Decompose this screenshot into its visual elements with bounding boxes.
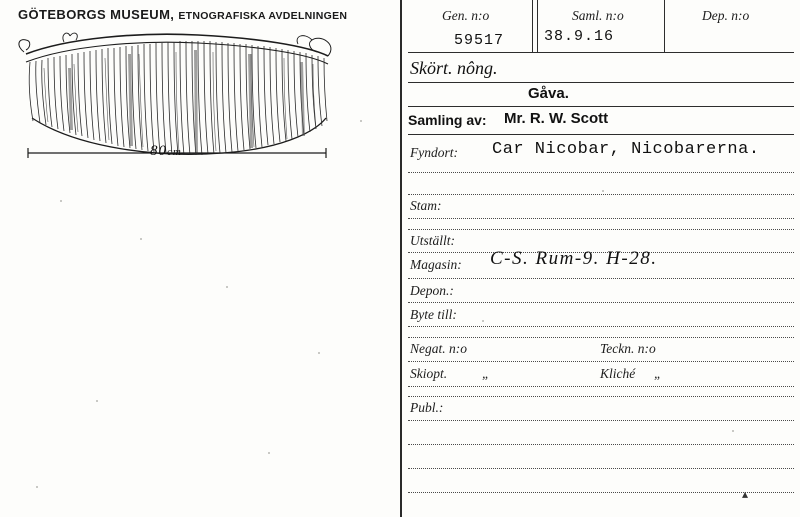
field-rule [408,492,794,493]
field-label-skiopt: Skiopt. [410,366,448,381]
field-value-samling-av: Mr. R. W. Scott [504,110,609,127]
field-value-fyndort: Car Nicobar, Nicobarerna. [492,140,760,159]
scan-speck [318,352,320,354]
field-label-magasin: Magasin: [410,257,462,272]
field-label-samling-av: Samling av: [408,112,487,128]
field-rule [408,326,794,327]
scan-speck [732,430,734,432]
acquisition-type: Gåva. [528,85,569,102]
scan-speck [482,320,484,322]
scan-speck [602,190,604,192]
header-divider [532,0,533,52]
field-label-stam: Stam: [410,198,442,213]
field-label-fyndort: Fyndort: [410,145,458,160]
field-rule [408,337,794,338]
field-rule [408,229,794,230]
field-label-kliche: Kliché [600,366,636,381]
header-divider [537,0,538,52]
field-value-gen-no: 59517 [454,32,505,49]
field-value-magasin: C-S. Rum-9. H-28. [490,248,658,269]
field-rule [408,468,794,469]
scale-unit: cm [167,146,182,158]
field-label-publ: Publ.: [410,400,444,415]
catalogue-fields-panel [402,0,800,517]
field-rule [408,278,794,279]
corner-pencil-mark: ▴ [742,487,749,501]
field-label-negat-no: Negat. n:o [410,341,467,356]
field-rule [408,396,794,397]
scan-speck [60,200,62,202]
field-label-dep-no: Dep. n:o [702,8,750,23]
field-rule [408,172,794,173]
field-rule [408,444,794,445]
field-rule [408,134,794,135]
scan-speck [360,120,362,122]
field-rule [408,106,794,107]
field-ditto-skiopt: „ [482,366,490,381]
scan-speck [36,486,38,488]
museum-name: GÖTEBORGS MUSEUM, [18,7,175,22]
scan-speck [226,286,228,288]
scan-speck [268,452,270,454]
museum-department: ETNOGRAFISKA AVDELNINGEN [178,10,348,22]
field-label-saml-no: Saml. n:o [572,8,624,23]
field-label-depon: Depon.: [410,283,454,298]
scan-speck [140,238,142,240]
field-rule [408,386,794,387]
field-rule [408,194,794,195]
field-label-byte-till: Byte till: [410,307,457,322]
scale-value: 80 [150,143,167,159]
field-label-teckn-no: Teckn. n:o [600,341,656,356]
field-rule [408,218,794,219]
field-label-utstallt: Utställt: [410,233,456,248]
object-title: Skört. nông. [410,58,498,78]
field-rule [408,361,794,362]
field-label-gen-no: Gen. n:o [442,8,490,23]
field-ditto-kliche: „ [654,366,662,381]
scale-bar-caption [150,143,182,160]
field-rule [408,52,794,53]
header-divider [664,0,665,52]
field-rule [408,302,794,303]
scan-speck [96,400,98,402]
field-rule [408,420,794,421]
field-rule [408,82,794,83]
object-drawing [8,22,378,162]
field-value-saml-no: 38.9.16 [544,28,615,45]
